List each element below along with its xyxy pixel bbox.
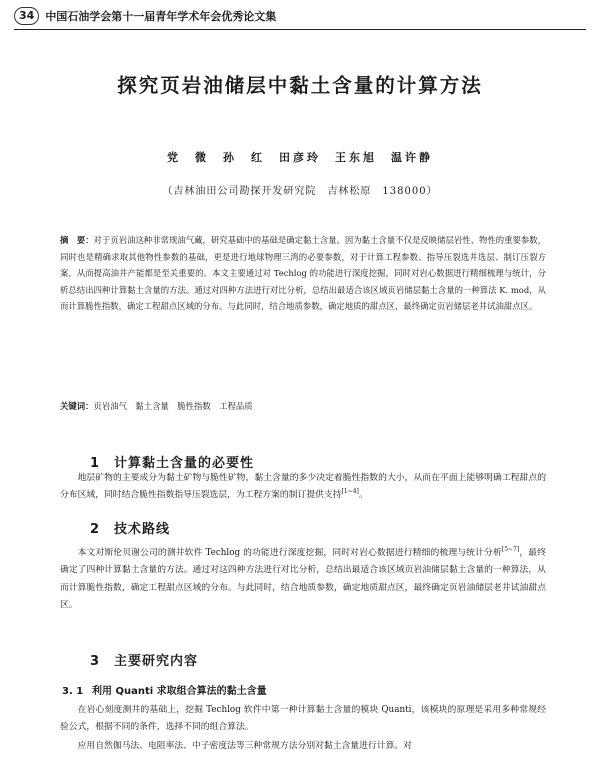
section-heading-3 — [90, 650, 198, 669]
author-list: 党 微 孙 红 田彦玲 王东旭 温许静 — [167, 151, 433, 164]
abstract-label: 摘 要： — [60, 235, 94, 245]
section-number: 1 — [90, 456, 101, 471]
abstract-text: 对于页岩油这种非常规油气藏，研究基础中的基础是确定黏土含量。因为黏土含量不仅是反映储层岩性、物性的重要参数，同时也是精确求取其他物性参数的基础，更是进行地球物理三湾的必要参数，对于计算工程参数、指导压裂选井选层、制订压裂方案，从而提高油井产能都是至关重要的。本文主要通过对 Techlog 的功能进行深度挖掘，同时对岩心数据进行精细梳理与统计，分析总结出四种计算黏土含量的方法。通过对四种方法进行对比分析，总结出最适合该区域页岩储层黏土含量的一种算法 K. mod，从而计算脆性指数，确定工程甜点区域的分布。与此同时，结合地质参数，确定地质的甜点区，最终确定页岩储层老井试油甜点区。 — [60, 235, 547, 312]
section-title: 计算黏土含量的必要性 — [114, 456, 255, 471]
running-header — [14, 3, 586, 30]
subsection-paragraph-1 — [60, 702, 546, 737]
paper-title: 探究页岩油储层中黏土含量的计算方法 — [117, 74, 483, 97]
section-title: 主要研究内容 — [114, 654, 199, 669]
paragraph-text: 地层矿物的主要成分为黏土矿物与脆性矿物，黏土含量的多少决定着脆性指数的大小，从而在平面上能够明确工程甜点的分布区域，同时结合脆性指数指导压裂选层，为工程方案的制订提供支持 — [60, 473, 546, 501]
keywords — [60, 398, 546, 414]
paragraph-tail: ，最终确定了四种计算黏土含量的方法。通过对这四种方法进行对比分析，总结出最适合该区域页岩油储层黏土含量的一种算法，从而计算脆性指数，确定工程甜点区域的分布。与此同时，结合地质参数，确定地质甜点区，最终确定页岩油储层老井试油甜点区。 — [60, 548, 546, 611]
section-1-paragraph — [60, 470, 546, 505]
paragraph-tail: 。 — [358, 490, 368, 501]
paragraph-text: 本文对斯伦贝谢公司的测井软件 Techlog 的功能进行深度挖掘，同时对岩心数据进行精细的梳理与统计分析 — [77, 548, 502, 558]
subsection-title: 利用 Quanti 求取组合算法的黏土含量 — [92, 686, 267, 697]
citation: [1~4] — [341, 488, 359, 496]
citation: [5~7] — [501, 546, 520, 554]
subsection-number: 3. 1 — [62, 686, 84, 697]
affiliation: （吉林油田公司勘探开发研究院 吉林松原 138000） — [162, 186, 438, 197]
abstract — [60, 232, 546, 315]
section-number: 2 — [90, 522, 101, 537]
keywords-label: 关键词： — [60, 401, 94, 411]
subsection-heading — [62, 682, 267, 697]
section-2-paragraph — [60, 545, 546, 615]
section-heading-2 — [90, 518, 170, 537]
paragraph-text: 应用自然伽马法、电阻率法、中子密度法等三种常规方法分别对黏土含量进行计算。对 — [77, 741, 412, 751]
section-number: 3 — [90, 654, 101, 669]
keywords-text: 页岩油气 黏土含量 脆性指数 工程品质 — [93, 401, 253, 411]
section-heading-1 — [90, 452, 254, 471]
running-title: 中国石油学会第十一届青年学术年会优秀论文集 — [45, 10, 277, 23]
section-title: 技术路线 — [114, 522, 171, 537]
paragraph-text: 在岩心刻度测井的基础上，挖掘 Techlog 软件中第一种计算黏土含量的模块 Quanti，该模块的原理是采用多种常规经验公式，根据不同的条件，选择不同的组合算法。 — [60, 705, 546, 733]
page-number: 34 — [14, 7, 39, 25]
subsection-paragraph-2 — [60, 738, 546, 755]
